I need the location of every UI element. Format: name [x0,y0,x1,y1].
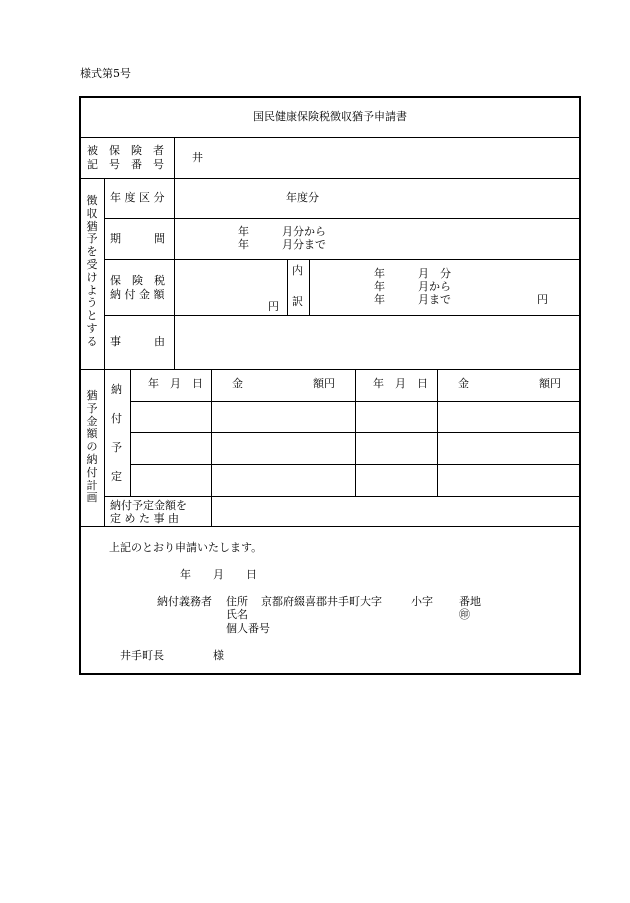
plan-date-2-row-1[interactable] [356,402,437,432]
form-number: 様式第5号 [80,67,131,80]
id-number-label: 個人番号 [226,622,270,635]
payment-plan-label: 猶予金額の納付計画 [86,389,98,505]
breakdown-line-3[interactable]: 年 月まで [374,293,451,306]
breakdown-label-1: 内 [292,264,303,277]
banchi-label: 番地 [459,595,481,608]
plan-sub-label-3: 予 [111,441,122,454]
breakdown-line-2[interactable]: 年 月から [374,280,451,293]
form-title: 国民健康保険税徴収猶予申請書 [253,110,407,123]
mayor-label: 井手町長 [120,649,164,662]
period-to-field[interactable]: 年 月分まで [238,238,326,251]
breakdown-line-1[interactable]: 年 月 分 [374,267,451,280]
plan-date-2-row-2[interactable] [356,433,437,464]
tax-amount-label-1: 保 険 税 [110,274,165,287]
reason-label: 事 由 [110,335,165,348]
breakdown-yen: 円 [537,293,548,306]
obligor-label: 納付義務者 [157,595,212,608]
plan-amount-2-row-1[interactable] [438,402,580,432]
period-label: 期 間 [110,232,165,245]
plan-amount-1-row-2[interactable] [212,433,355,464]
plan-amount-2-row-3[interactable] [438,465,580,496]
col-amount-1-right: 額円 [313,377,335,390]
insured-label-top: 被 保 険 者 [87,144,164,157]
insured-number-field[interactable]: 井 [192,151,203,164]
seal-mark: ㊞ [459,608,470,621]
plan-sub-label-4: 定 [111,470,122,483]
name-label: 氏名 [226,608,248,621]
plan-sub-label-1: 納 [111,383,122,396]
plan-date-1-row-2[interactable] [131,433,211,464]
plan-amount-1-row-1[interactable] [212,402,355,432]
plan-reason-label-1: 納付予定金額を [110,499,187,512]
tax-amount-label-2: 納 付 金 額 [110,288,165,301]
plan-amount-2-row-2[interactable] [438,433,580,464]
date-field[interactable]: 年 月 日 [180,568,257,581]
fiscal-year-label: 年 度 区 分 [110,191,165,204]
col-amount-1-left: 金 [232,377,243,390]
honorific: 様 [213,649,224,662]
plan-date-1-row-3[interactable] [131,465,211,496]
col-date-2: 年 月 日 [373,377,428,390]
plan-reason-label-2: 定 め た 事 由 [110,512,179,525]
insured-label-bottom: 記 号 番 号 [87,158,164,171]
reason-field[interactable] [175,316,580,369]
plan-reason-field[interactable] [212,497,580,526]
statement: 上記のとおり申請いたします。 [109,541,263,554]
col-amount-2-right: 額円 [539,377,561,390]
address-label: 住所 [226,595,248,608]
plan-date-1-row-1[interactable] [131,402,211,432]
koaza-label: 小字 [411,595,433,608]
col-amount-2-left: 金 [458,377,469,390]
plan-sub-label-2: 付 [111,412,122,425]
plan-amount-1-row-3[interactable] [212,465,355,496]
tax-amount-field[interactable]: 円 [268,300,279,313]
col-date-1: 年 月 日 [148,377,203,390]
breakdown-label-2: 訳 [292,295,303,308]
plan-date-2-row-3[interactable] [356,465,437,496]
fiscal-year-field[interactable]: 年度分 [286,191,319,204]
deferral-section-label: 徴収猶予を受けようとする [86,194,98,348]
address-field[interactable]: 京都府綴喜郡井手町大字 [261,595,382,608]
period-from-field[interactable]: 年 月分から [238,225,326,238]
